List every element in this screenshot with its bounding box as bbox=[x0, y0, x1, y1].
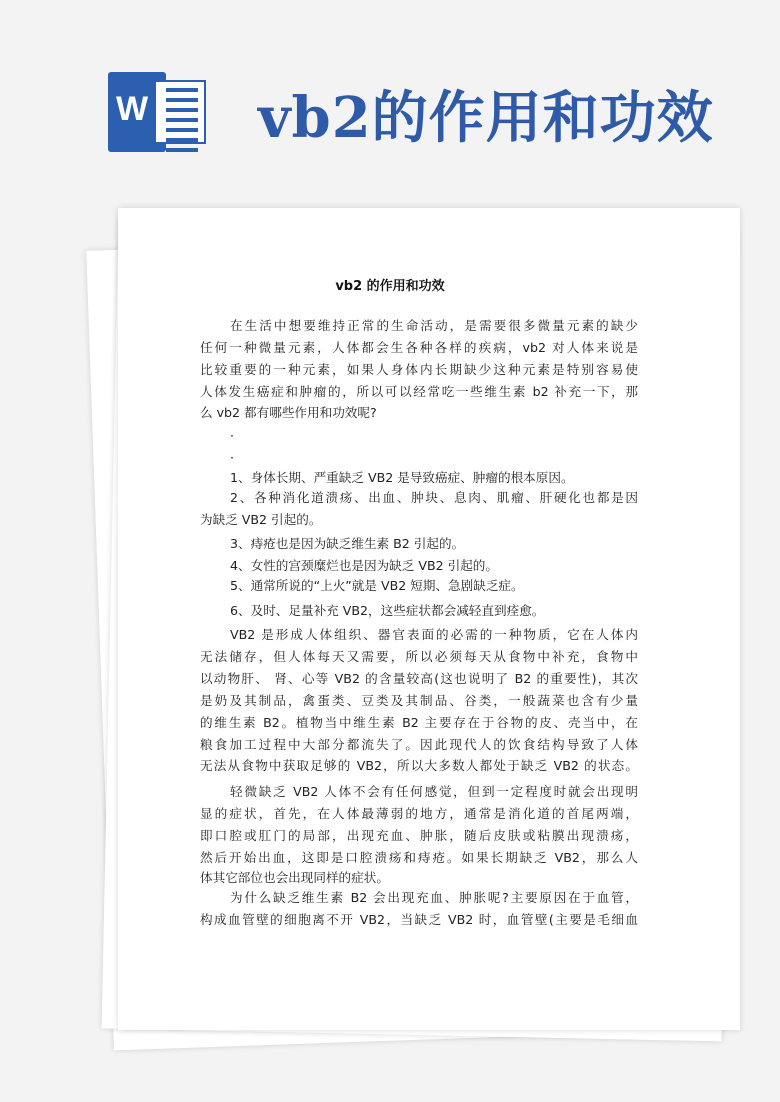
word-icon bbox=[108, 68, 208, 154]
word-logo-letter: W bbox=[116, 90, 149, 128]
document-line: 然后开始出血，这即是口腔溃疡和痔疮。如果长期缺乏 VB2，那么人 bbox=[200, 850, 638, 865]
document-line: 是奶及其制品，禽蛋类、豆类及其制品、谷类，一般蔬菜也含有少量 bbox=[200, 693, 638, 708]
document-title: vb2 的作用和功效 bbox=[335, 279, 445, 294]
document-line: 人体发生癌症和肿瘤的，所以可以经常吃一些维生素 b2 补充一下，那 bbox=[200, 384, 638, 399]
document-line: 为什么缺乏维生素 B2 会出现充血、肿胀呢?主要原因在于血管， bbox=[230, 890, 638, 905]
document-line: 在生活中想要维持正常的生命活动，是需要很多微量元素的缺少 bbox=[230, 318, 638, 333]
document-line: 轻微缺乏 VB2 人体不会有任何感觉，但到一定程度时就会出现明 bbox=[230, 784, 638, 799]
document-line: 显的症状，首先，在人体最薄弱的地方，通常是消化道的首尾两端， bbox=[200, 806, 638, 821]
banner-title: vb2的作用和功效 bbox=[258, 85, 714, 151]
document-line: 4、女性的宫颈糜烂也是因为缺乏 VB2 引起的。 bbox=[230, 558, 498, 573]
document-line: 5、通常所说的“上火”就是 VB2 短期、急剧缺乏症。 bbox=[230, 578, 524, 593]
document-line: 么 vb2 都有哪些作用和功效呢? bbox=[200, 405, 377, 420]
document-line: · bbox=[230, 428, 235, 443]
document-line: 比较重要的一种元素，如果人身体内长期缺少这种元素是特别容易使 bbox=[200, 362, 638, 377]
document-line: 3、痔疮也是因为缺乏维生素 B2 引起的。 bbox=[230, 536, 465, 551]
document-line: 构成血管壁的细胞离不开 VB2，当缺乏 VB2 时，血管壁(主要是毛细血 bbox=[200, 912, 638, 927]
document-line: 2、各种消化道溃疡、出血、肿块、息肉、肌瘤、肝硬化也都是因 bbox=[230, 490, 638, 505]
document-line: VB2 是形成人体组织、器官表面的必需的一种物质，它在人体内 bbox=[230, 627, 638, 642]
document-line: 无法从食物中获取足够的 VB2，所以大多数人都处于缺乏 VB2 的状态。 bbox=[200, 758, 638, 773]
document-line: 即口腔或肛门的局部，出现充血、肿胀，随后皮肤或粘膜出现溃疡， bbox=[200, 828, 638, 843]
document-line: 的维生素 B2。植物当中维生素 B2 主要存在于谷物的皮、壳当中，在 bbox=[200, 715, 638, 730]
document-line: · bbox=[230, 450, 235, 465]
document-line: 以动物肝、 肾、心等 VB2 的含量较高(这也说明了 B2 的重要性)，其次 bbox=[200, 671, 638, 686]
document-line: 粮食加工过程中大部分都流失了。因此现代人的饮食结构导致了人体 bbox=[200, 737, 638, 752]
document-line: 为缺乏 VB2 引起的。 bbox=[200, 512, 322, 527]
document-line: 任何一种微量元素，人体都会生各种各样的疾病，vb2 对人体来说是 bbox=[200, 340, 638, 355]
document-line: 6、及时、足量补充 VB2，这些症状都会减轻直到痊愈。 bbox=[230, 603, 545, 618]
document-line: 1、身体长期、严重缺乏 VB2 是导致癌症、肿瘤的根本原因。 bbox=[230, 470, 574, 485]
document-line: 体其它部位也会出现同样的症状。 bbox=[200, 870, 389, 885]
document-line: 无法储存，但人体每天又需要，所以必须每天从食物中补充，食物中 bbox=[200, 649, 638, 664]
